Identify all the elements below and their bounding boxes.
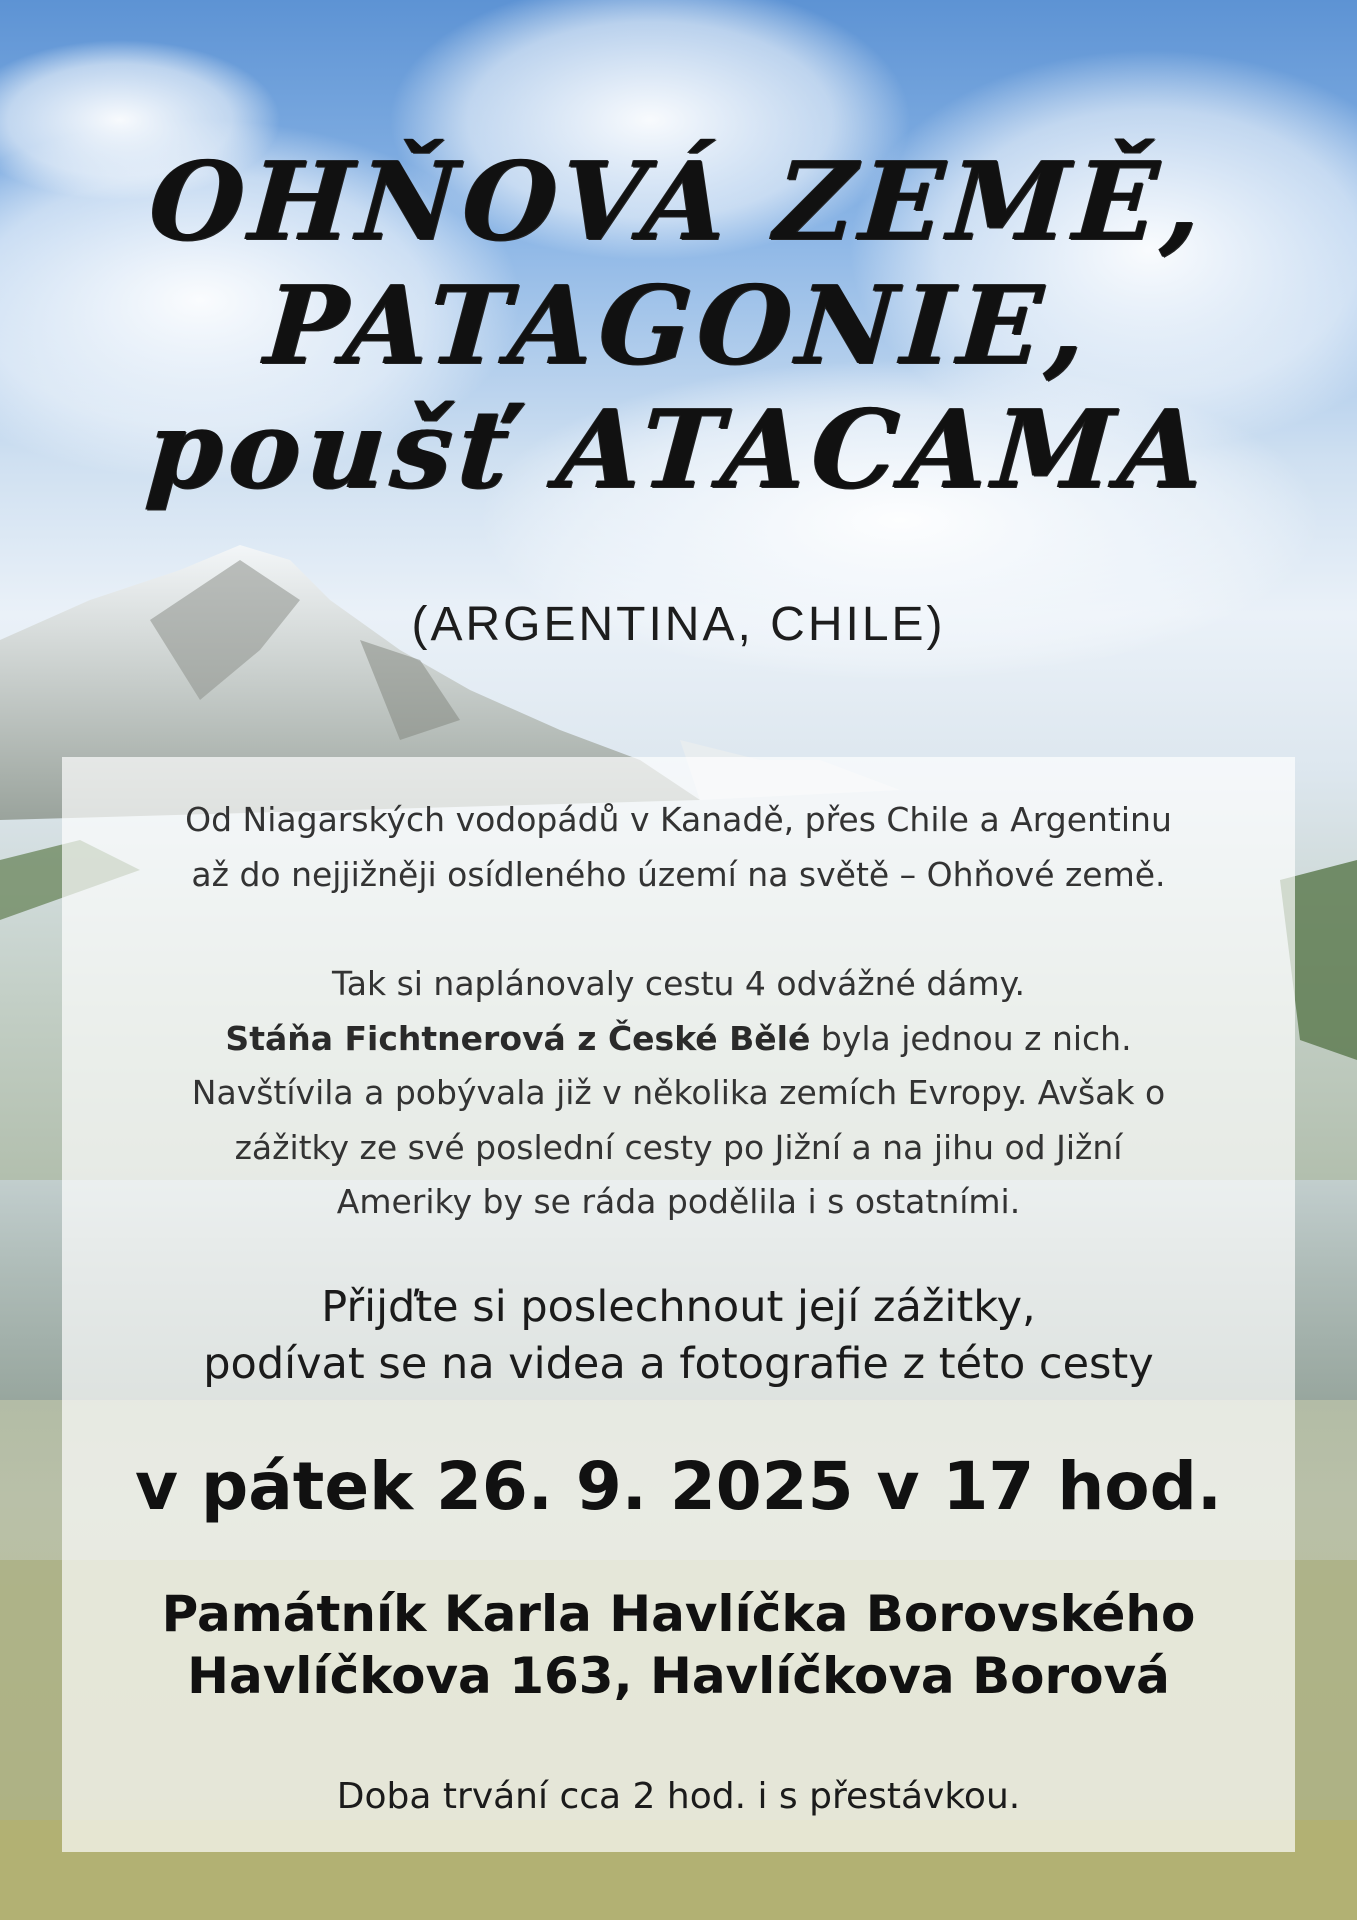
invitation-text xyxy=(62,1279,1295,1393)
speaker-name: Stáňa Fichtnerová z České Bělé xyxy=(225,1018,811,1058)
story-line: Tak si naplánovaly cestu 4 odvážné dámy. xyxy=(332,964,1025,1003)
poster-title xyxy=(0,140,1357,512)
intro-line: až do nejjižněji osídleného území na světě – Ohňové země. xyxy=(191,855,1166,894)
story-line xyxy=(62,1012,1295,1067)
event-duration: Doba trvání cca 2 hod. i s přestávkou. xyxy=(336,1776,1021,1817)
invite-line: podívat se na videa a fotografie z této cesty xyxy=(203,1339,1154,1389)
story-paragraph xyxy=(62,957,1295,1230)
story-line: Navštívila a pobývala již v několika zemích Evropy. Avšak o xyxy=(191,1073,1166,1112)
title-line-1: OHŇOVÁ ZEMĚ, xyxy=(145,139,1212,265)
invite-line: Přijďte si poslechnout její zážitky, xyxy=(321,1282,1036,1332)
story-line-rest: byla jednou z nich. xyxy=(810,1018,1132,1058)
event-date: v pátek 26. 9. 2025 v 17 hod. xyxy=(135,1448,1222,1525)
subtitle-countries: (ARGENTINA, CHILE) xyxy=(411,598,946,651)
intro-line: Od Niagarských vodopádů v Kanadě, přes Chile a Argentinu xyxy=(185,800,1172,839)
title-line-3: poušť ATACAMA xyxy=(143,387,1214,513)
venue-address: Havlíčkova 163, Havlíčkova Borová xyxy=(187,1647,1170,1705)
title-line-2: PATAGONIE, xyxy=(261,263,1096,389)
venue-name: Památník Karla Havlíčka Borovského xyxy=(161,1585,1196,1643)
intro-paragraph xyxy=(62,792,1295,902)
event-venue xyxy=(62,1583,1295,1707)
story-line: Ameriky by se ráda podělila i s ostatními. xyxy=(336,1182,1021,1221)
story-line: zážitky ze své poslední cesty po Jižní a na jihu od Jižní xyxy=(234,1127,1123,1167)
info-panel xyxy=(62,757,1295,1852)
